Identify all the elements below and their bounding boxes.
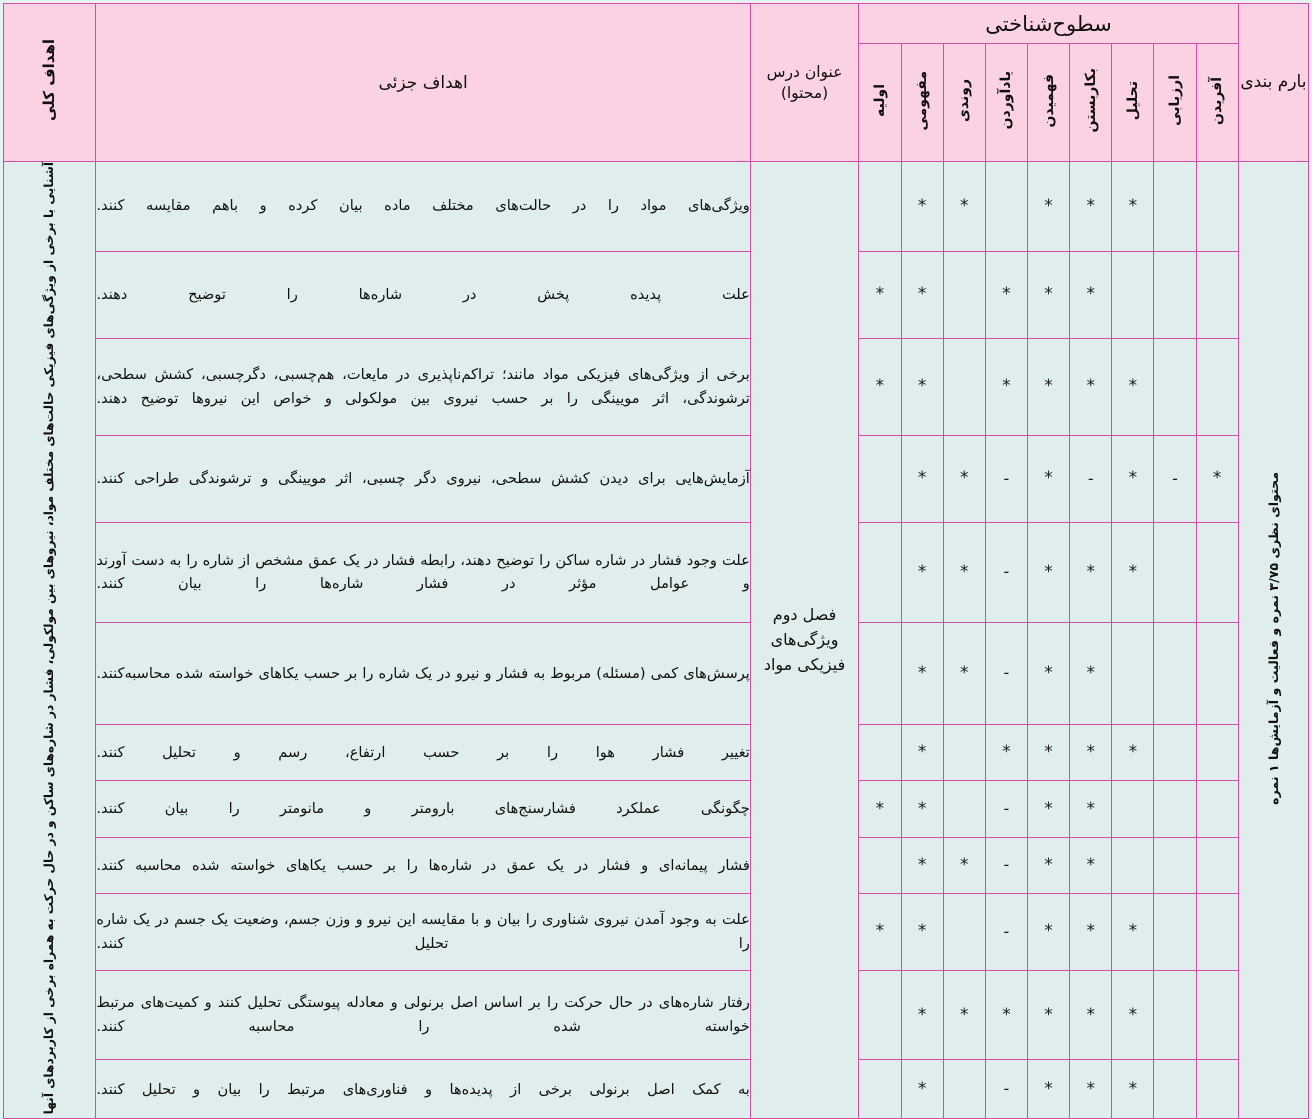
mark-cell [1154,970,1196,1060]
mark-cell [1154,622,1196,724]
mark-cell: * [985,725,1027,781]
table-row [4,522,1309,622]
mark-cell [1154,522,1196,622]
mark-cell [1196,622,1238,724]
mark-cell: * [1112,435,1154,522]
header-cog-label: تحلیل [1124,80,1141,121]
mark-cell: * [901,894,943,971]
mark-cell: * [1070,338,1112,435]
mark-cell: * [901,435,943,522]
mark-cell: - [985,622,1027,724]
table-row [4,781,1309,837]
mark-cell: - [985,781,1027,837]
mark-cell [1112,837,1154,893]
mark-cell: * [859,781,901,837]
mark-cell: * [1112,522,1154,622]
objective-cell: رفتار شاره‌های در حال حرکت را بر اساس اصل برنولی و معادله پیوستگی تحلیل کنند و کمیت‌های مرتبط خواسته شده را محاسبه کنند. [96,970,750,1060]
mark-cell: * [1196,435,1238,522]
header-cog-label: بکاربستن [1082,68,1099,133]
mark-cell [1196,725,1238,781]
mark-cell [1196,338,1238,435]
mark-cell [943,725,985,781]
objective-cell: آزمایش‌هایی برای دیدن کشش سطحی، نیروی دگر چسبی، اثر مویینگی و ترشوندگی طراحی کنند. [96,435,750,522]
mark-cell [943,251,985,338]
header-lesson-label: عنوان درس (محتوا) [766,63,843,102]
objective-cell: پرسش‌های کمی (مسئله) مربوط به فشار و نیرو در یک شاره را بر حسب یکاهای خواسته شده محاسبه‌کنند. [96,622,750,724]
mark-cell: * [1027,1060,1069,1119]
barem-cell [1238,162,1308,1119]
mark-cell: * [859,338,901,435]
header-cognitive-group: سطوح‌شناختی [859,4,1239,44]
barem-text: محتوای نظری ۳/۷۵ نمره و فعالیت و آزمایش‌ها ۱ نمره [1265,471,1281,805]
mark-cell: * [1027,162,1069,252]
mark-cell [859,725,901,781]
mark-cell [859,162,901,252]
mark-cell: * [1070,781,1112,837]
mark-cell: * [1070,837,1112,893]
mark-cell [1154,1060,1196,1119]
mark-cell: * [985,970,1027,1060]
objective-cell: علت پدیده پخش در شاره‌ها را توضیح دهند. [96,251,750,338]
header-barem [1238,4,1308,162]
mark-cell: * [943,162,985,252]
general-goal-text: آشنایی با برخی از ویژگی‌های فیزیکی حالت‌های مختلف مواد، نیروهای بین مولکولی، فشار در شاره‌های ساکن و در حال حرکت به همراه برخی از کاربردهای آنها [42,162,57,1115]
objective-cell: ویژگی‌های مواد را در حالت‌های مختلف ماده بیان کرده و باهم مقایسه کنند. [96,162,750,252]
mark-cell: * [901,1060,943,1119]
mark-cell [859,435,901,522]
mark-cell: - [1070,435,1112,522]
mark-cell: * [1112,162,1154,252]
mark-cell: - [985,894,1027,971]
mark-cell [1196,970,1238,1060]
header-cog-tahlil [1112,44,1154,162]
mark-cell: * [1112,894,1154,971]
mark-cell: * [901,162,943,252]
mark-cell: * [1027,725,1069,781]
mark-cell: * [1027,338,1069,435]
lesson-cell: فصل دوم ویژگی‌های فیزیکی مواد [750,162,858,1119]
table-row [4,837,1309,893]
mark-cell: * [1027,894,1069,971]
header-cog-afaridan [1196,44,1238,162]
mark-cell: * [1112,1060,1154,1119]
mark-cell [859,522,901,622]
mark-cell: * [1070,622,1112,724]
objective-cell: چگونگی عملکرد فشارسنج‌های بارومتر و مانومتر را بیان کنند. [96,781,750,837]
mark-cell [1196,251,1238,338]
table-body [4,162,1309,1119]
mark-cell: * [1070,1060,1112,1119]
header-general-goals-label: اهداف کلی [40,39,59,122]
mark-cell [1196,894,1238,971]
mark-cell: - [985,522,1027,622]
header-cog-mafhumi [901,44,943,162]
mark-cell [859,970,901,1060]
header-cog-label: روندی [956,79,973,122]
header-barem-label: بارم بندی [1240,71,1307,92]
objective-cell: علت وجود فشار در شاره ساکن را توضیح دهند، رابطه فشار در یک عمق مشخص از شاره را به دست آورند و عوامل مؤثر در فشار شاره‌ها را بیان کنند. [96,522,750,622]
header-cog-fahmidan [1027,44,1069,162]
mark-cell: * [1112,970,1154,1060]
mark-cell: * [985,251,1027,338]
mark-cell [1112,251,1154,338]
header-cog-label: یادآوردن [998,71,1015,130]
header-lesson-title [750,4,858,162]
mark-cell [1154,894,1196,971]
mark-cell: * [1027,522,1069,622]
mark-cell: * [1027,435,1069,522]
mark-cell [1154,725,1196,781]
mark-cell [943,1060,985,1119]
mark-cell: * [1112,725,1154,781]
mark-cell [1154,338,1196,435]
table-row [4,162,1309,252]
header-cog-label: مفهومی [914,70,931,131]
mark-cell: * [901,837,943,893]
mark-cell: * [985,338,1027,435]
mark-cell: * [1070,894,1112,971]
mark-cell [1196,837,1238,893]
header-cog-arzyabi [1154,44,1196,162]
mark-cell: * [901,781,943,837]
table-row [4,970,1309,1060]
mark-cell [859,622,901,724]
mark-cell: * [1027,970,1069,1060]
table-row [4,251,1309,338]
mark-cell: * [901,725,943,781]
mark-cell [1196,162,1238,252]
header-cog-label: ارزیابی [1166,75,1183,126]
mark-cell [1112,622,1154,724]
general-goal-cell [4,162,96,1119]
mark-cell [1154,781,1196,837]
table-row [4,622,1309,724]
header-row-group [4,4,1309,44]
header-cog-ravandi [943,44,985,162]
table-row [4,894,1309,971]
mark-cell: * [1027,251,1069,338]
mark-cell: - [1154,435,1196,522]
mark-cell [1154,837,1196,893]
table-row [4,435,1309,522]
mark-cell [1196,522,1238,622]
header-cog-avvaliyeh [859,44,901,162]
header-detailed-goals: اهداف جزئی [96,4,750,162]
objective-cell: به کمک اصل برنولی برخی از پدیده‌ها و فناوری‌های مرتبط را بیان و تحلیل کنند. [96,1060,750,1119]
mark-cell: * [901,338,943,435]
objective-cell: برخی از ویژگی‌های فیزیکی مواد مانند؛ تراکم‌ناپذیری در مایعات، هم‌چسبی، دگرچسبی، کشش سطحی، ترشوندگی، اثر مویینگی را بر حسب نیروی بین مولکولی و خواص این نیروها توضیح دهند. [96,338,750,435]
table-row [4,338,1309,435]
mark-cell: * [1070,522,1112,622]
header-cog-yadavardan [985,44,1027,162]
mark-cell: * [901,522,943,622]
mark-cell: * [1027,622,1069,724]
objective-cell: فشار پیمانه‌ای و فشار در یک عمق در شاره‌ها را بر حسب یکاهای خواسته شده محاسبه کنند. [96,837,750,893]
objective-cell: علت به وجود آمدن نیروی شناوری را بیان و با مقایسه این نیرو و وزن جسم، وضعیت یک جسم در یک شاره را تحلیل کنند. [96,894,750,971]
mark-cell: - [985,837,1027,893]
mark-cell [943,894,985,971]
mark-cell [1154,251,1196,338]
mark-cell [1196,1060,1238,1119]
mark-cell: * [1027,781,1069,837]
mark-cell [1154,162,1196,252]
mark-cell: * [901,622,943,724]
mark-cell [1196,781,1238,837]
mark-cell: * [901,251,943,338]
mark-cell: * [943,435,985,522]
mark-cell: - [985,435,1027,522]
table-header [4,4,1309,162]
mark-cell: * [1070,251,1112,338]
mark-cell: - [985,1060,1027,1119]
mark-cell [943,781,985,837]
mark-cell: * [1070,162,1112,252]
mark-cell [859,1060,901,1119]
mark-cell: * [1070,970,1112,1060]
table-row [4,725,1309,781]
mark-cell [985,162,1027,252]
header-cog-label: فهمیدن [1040,73,1057,128]
mark-cell: * [943,522,985,622]
header-general-goals [4,4,96,162]
mark-cell [859,837,901,893]
mark-cell: * [901,970,943,1060]
header-cog-label: آفریدن [1209,76,1226,125]
mark-cell: * [1070,725,1112,781]
table-row [4,1060,1309,1119]
objective-cell: تغییر فشار هوا را بر حسب ارتفاع، رسم و تحلیل کنند. [96,725,750,781]
mark-cell: * [1112,338,1154,435]
mark-cell [943,338,985,435]
mark-cell: * [943,837,985,893]
header-cog-label: اولیه [871,84,888,117]
header-cog-bekarbastan [1070,44,1112,162]
curriculum-sheet [0,3,1312,1115]
mark-cell: * [943,622,985,724]
mark-cell: * [859,894,901,971]
mark-cell: * [1027,837,1069,893]
mark-cell [1112,781,1154,837]
curriculum-table [3,3,1309,1119]
mark-cell: * [859,251,901,338]
mark-cell: * [943,970,985,1060]
